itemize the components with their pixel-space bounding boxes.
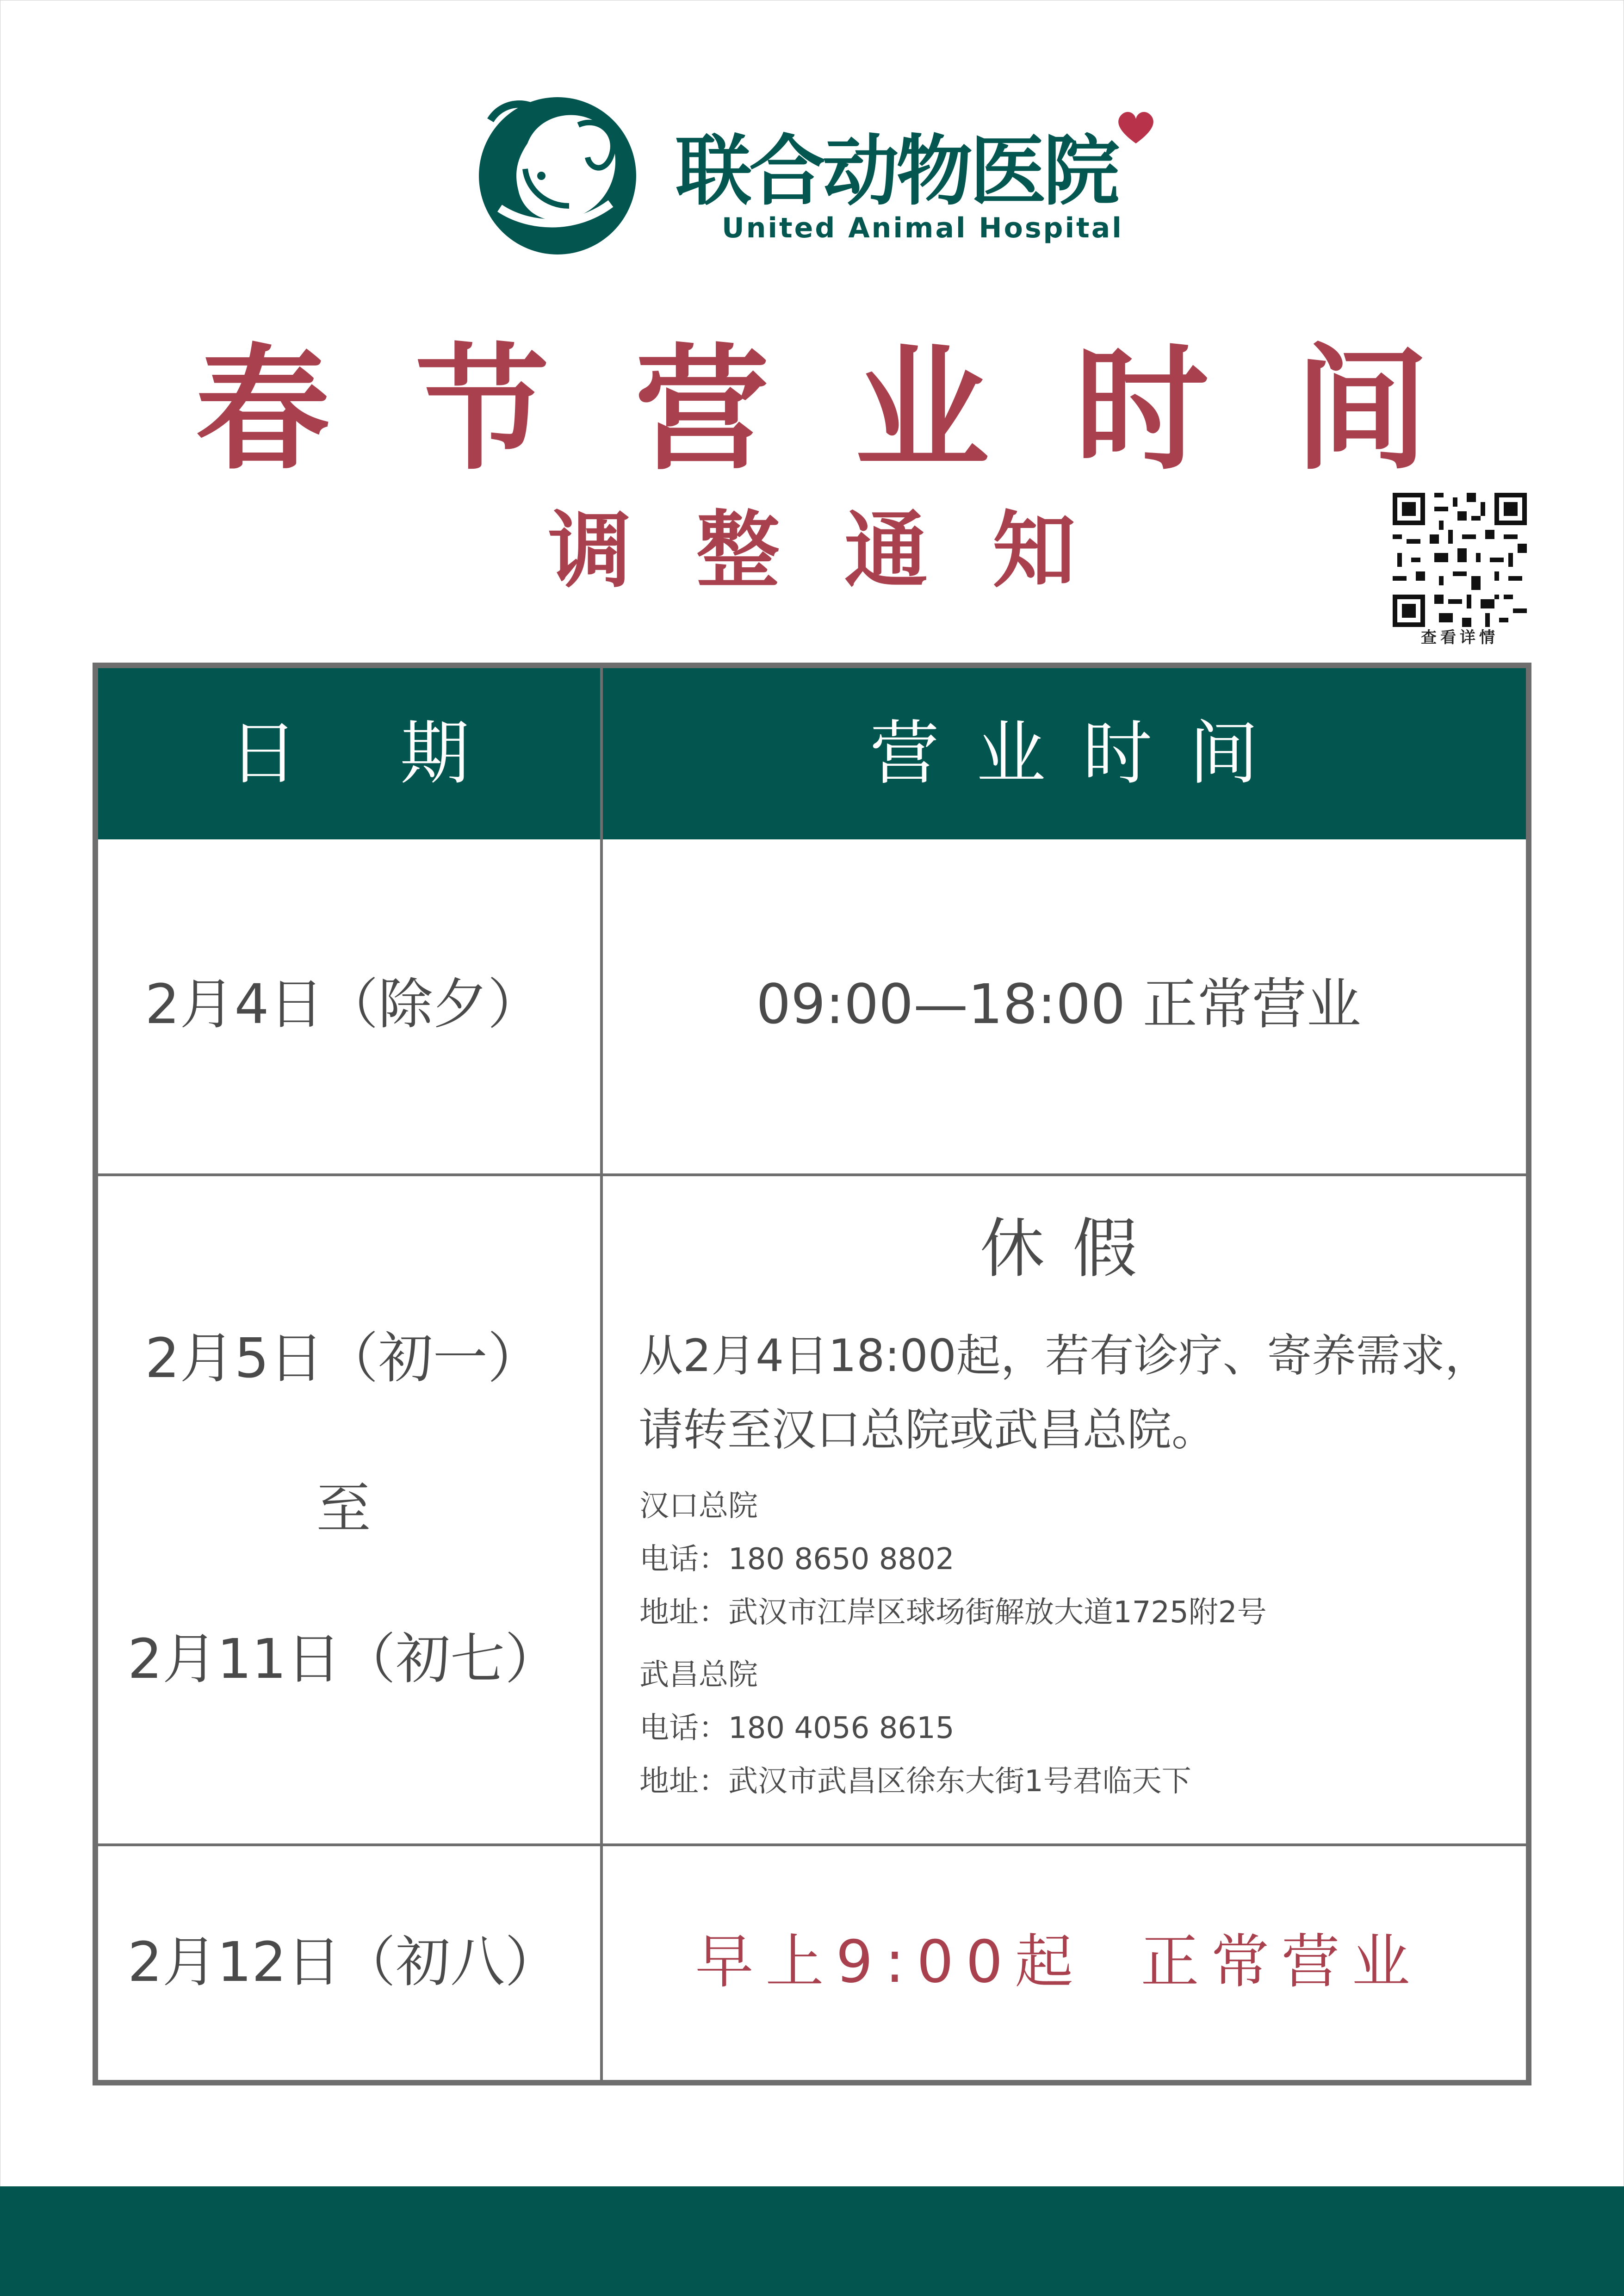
qr-label: 查看详情 [1421,628,1499,647]
qr-code-icon[interactable] [1393,493,1527,627]
footer-bar [0,2186,1624,2296]
hospital-logo [472,88,1157,264]
row3-date: 2月12日（初八） [127,1930,560,1994]
row2-note-line1: 从2月4日18:00起，若有诊疗、寄养需求， [638,1330,1489,1382]
header-hours: 营业时间 [869,714,1295,794]
row3-hours-start: 早上9:00起 [695,1928,1085,1996]
hankou-phone[interactable]: 电话：180 8650 8802 [639,1542,955,1576]
column-divider [600,668,603,2080]
row2-date-start: 2月5日（初一） [145,1326,542,1390]
hankou-address: 地址：武汉市江岸区球场街解放大道1725附2号 [639,1595,1267,1630]
wuchang-address: 地址：武汉市武昌区徐东大街1号君临天下 [639,1764,1191,1799]
row3-hours-status: 正常营业 [1141,1928,1422,1996]
wuchang-phone[interactable]: 电话：180 4056 8615 [639,1711,955,1745]
wuchang-name: 武昌总院 [639,1658,758,1692]
table-header [98,668,1526,839]
row2-date-end: 2月11日（初七） [127,1627,560,1691]
header-date: 日期 [229,714,571,794]
page-title: 春节营业时间 [195,331,1514,488]
hankou-name: 汉口总院 [639,1489,758,1523]
row-divider [98,1843,1526,1846]
page-subtitle: 调整通知 [548,502,1141,599]
row1-hours: 09:00—18:00 正常营业 [756,972,1361,1036]
dog-cat-hand-logo-icon [472,88,643,259]
row1-date: 2月4日（除夕） [145,972,542,1036]
heart-icon [1115,109,1157,146]
row2-note-line2: 请转至汉口总院或武昌总院。 [638,1404,1216,1456]
row2-date-to: 至 [316,1477,371,1540]
row2-status: 休假 [979,1211,1165,1287]
row3-hours [597,1927,1520,1997]
brand-name-en: United Animal Hospital [722,212,1123,244]
row-divider [98,1173,1526,1176]
brand-name-cn: 联合动物医院 [676,127,1117,216]
